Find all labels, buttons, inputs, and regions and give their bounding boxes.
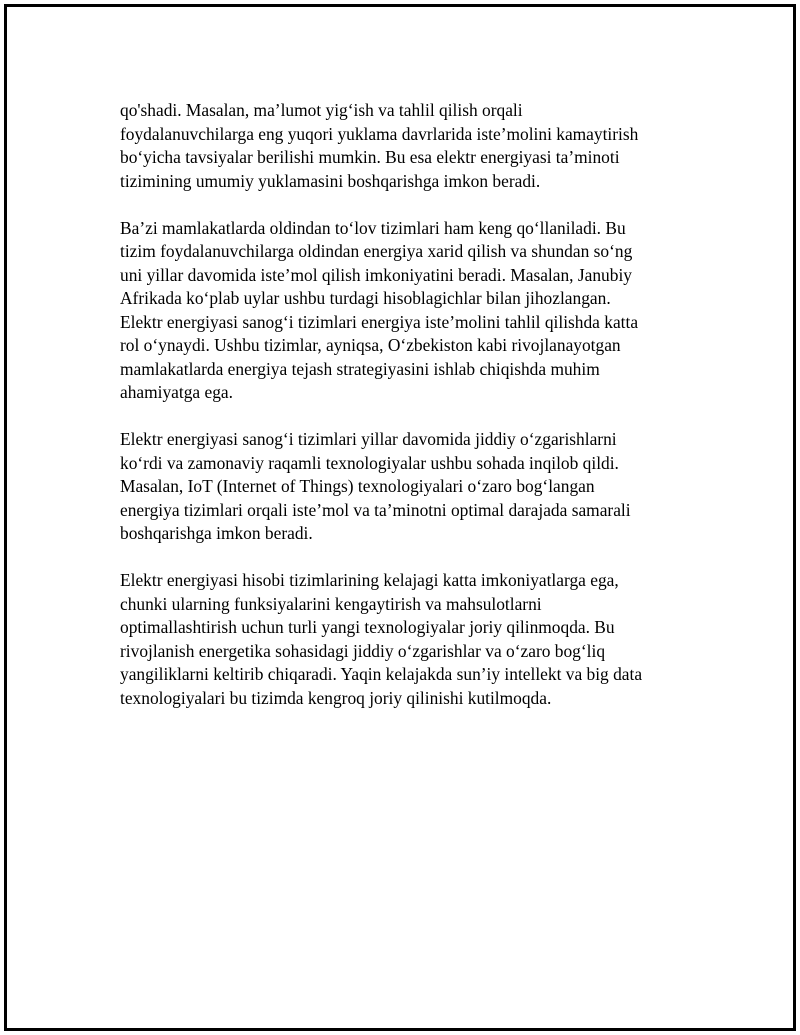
text-line: optimallashtirish uchun turli yangi texnologiyalar joriy qilinmoqda. Bu	[120, 617, 615, 637]
paragraph-4	[120, 569, 700, 710]
text-line: Masalan, IoT (Internet of Things) texnologiyalari o‘zaro bog‘langan	[120, 476, 595, 496]
page-frame	[4, 4, 796, 1031]
text-line: ahamiyatga ega.	[120, 382, 233, 402]
text-line: texnologiyalari bu tizimda kengroq joriy qilinishi kutilmoqda.	[120, 687, 552, 708]
paragraph-3	[120, 428, 700, 546]
text-line: Elektr energiyasi sanog‘i tizimlari energiya iste’molini tahlil qilishda katta	[120, 311, 639, 332]
text-line: Elektr energiyasi sanog‘i tizimlari yillar davomida jiddiy o‘zgarishlarni	[120, 429, 617, 449]
paragraph-2	[120, 217, 700, 405]
text-line: energiya tizimlari orqali iste’mol va ta’minotni optimal darajada samarali	[120, 499, 631, 520]
text-line: yangiliklarni keltirib chiqaradi. Yaqin kelajakda sun’iy intellekt va big data	[120, 664, 643, 684]
text-line: rivojlanish energetika sohasidagi jiddiy o‘zgarishlar va o‘zaro bog‘liq	[120, 640, 606, 661]
text-line: mamlakatlarda energiya tejash strategiyasini ishlab chiqishda muhim	[120, 358, 600, 379]
document-body	[120, 99, 700, 734]
text-line: rol o‘ynaydi. Ushbu tizimlar, ayniqsa, O‘zbekiston kabi rivojlanayotgan	[120, 335, 621, 355]
text-line: tizim foydalanuvchilarga oldindan energiya xarid qilish va shundan so‘ng	[120, 241, 633, 261]
paragraph-1	[120, 99, 700, 193]
text-line: Elektr energiyasi hisobi tizimlarining kelajagi katta imkoniyatlarga ega,	[120, 570, 619, 590]
text-line: Ba’zi mamlakatlarda oldindan to‘lov tizimlari ham keng qo‘llaniladi. Bu	[120, 217, 626, 238]
text-line: ko‘rdi va zamonaviy raqamli texnologiyalar ushbu sohada inqilob qildi.	[120, 452, 619, 473]
text-line: chunki ularning funksiyalarini kengaytirish va mahsulotlarni	[120, 593, 542, 614]
text-line: boshqarishga imkon beradi.	[120, 523, 313, 543]
text-line: uni yillar davomida iste’mol qilish imkoniyatini beradi. Masalan, Janubiy	[120, 264, 632, 285]
text-line: tizimining umumiy yuklamasini boshqarishga imkon beradi.	[120, 170, 541, 191]
text-line: foydalanuvchilarga eng yuqori yuklama davrlarida iste’molini kamaytirish	[120, 123, 639, 144]
text-line: bo‘yicha tavsiyalar berilishi mumkin. Bu esa elektr energiyasi ta’minoti	[120, 147, 620, 167]
text-line: qo'shadi. Masalan, ma’lumot yig‘ish va tahlil qilish orqali	[120, 100, 523, 120]
text-line: Afrikada ko‘plab uylar ushbu turdagi hisoblagichlar bilan jihozlangan.	[120, 288, 611, 308]
